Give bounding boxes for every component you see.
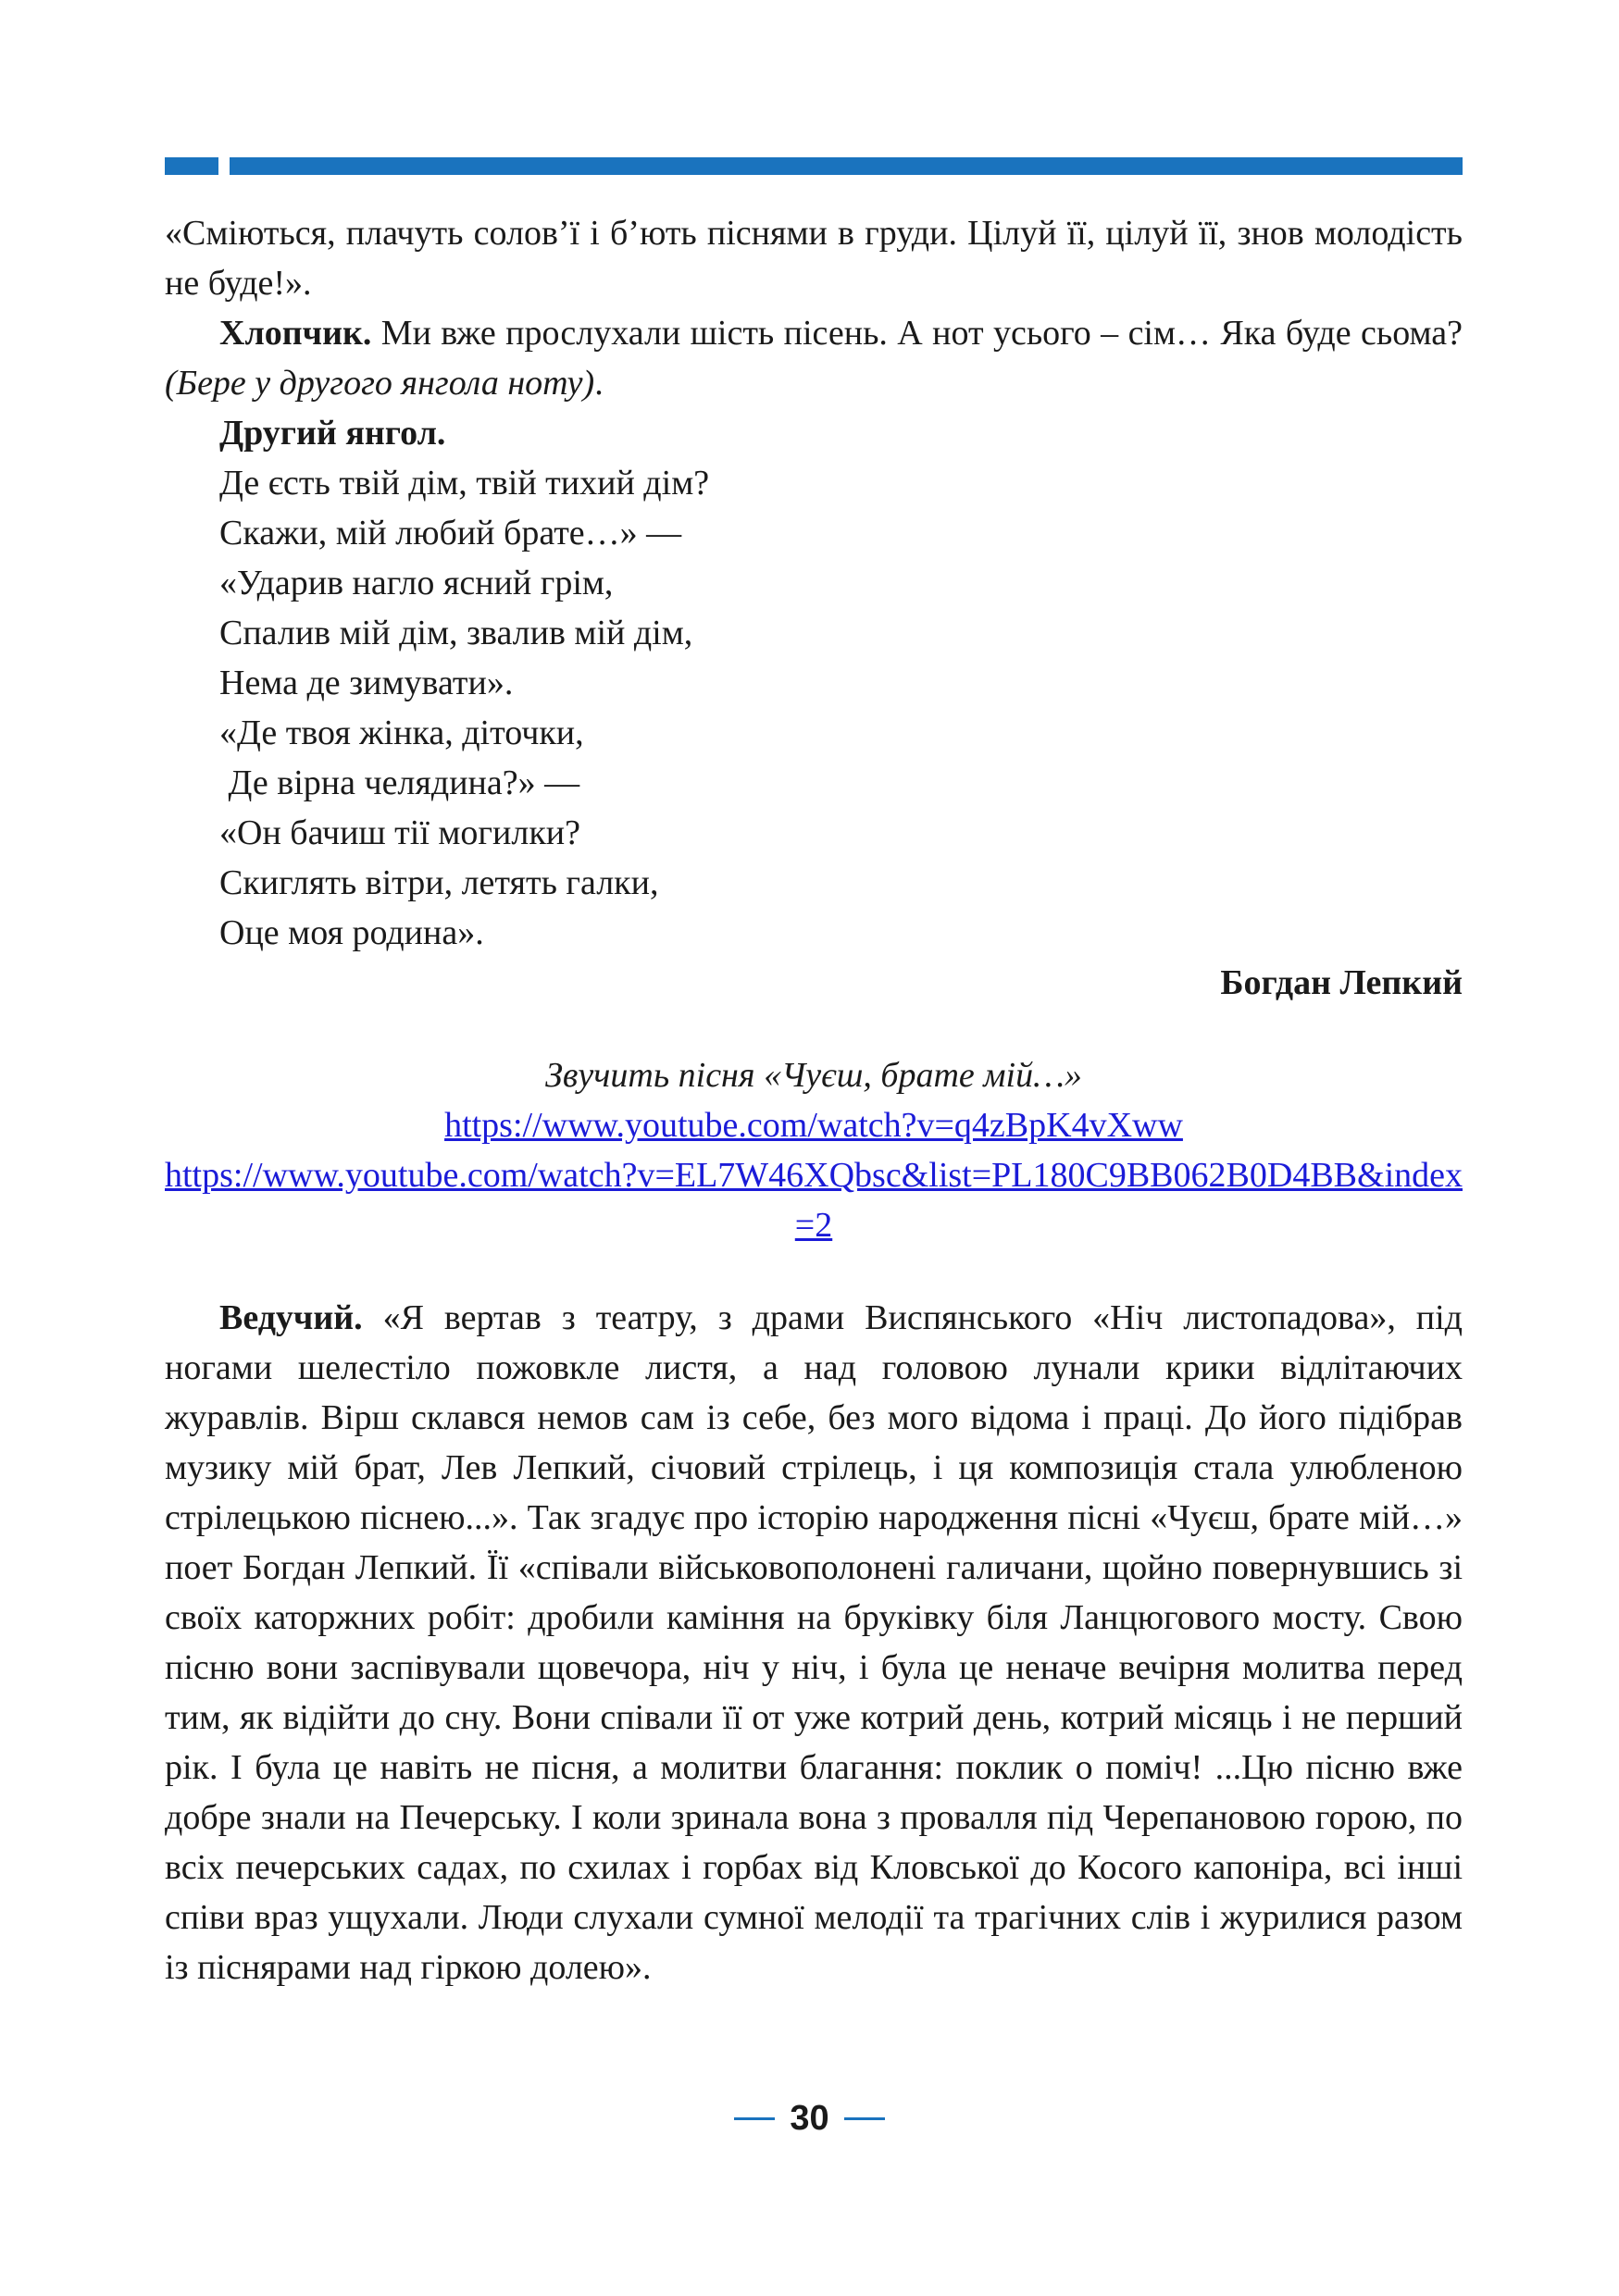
youtube-link-1[interactable]: https://www.youtube.com/watch?v=q4zBpK4vXww <box>444 1106 1183 1145</box>
poem-line: Скиглять вітри, летять галки, <box>219 863 659 902</box>
page-content <box>165 208 1463 1992</box>
quote-intro: «Сміються, плачуть солов’ї і б’ють піснями в груди. Цілуй її, цілуй її, знов молодість не буде!». <box>165 214 1463 303</box>
song-caption: Звучить пісня «Чуєш, брате мій…» <box>545 1056 1082 1095</box>
poem-line: Оце моя родина». <box>219 913 484 952</box>
boy-speaker: Хлопчик. <box>219 314 372 353</box>
poem-line: Нема де зимувати». <box>219 664 514 702</box>
poem-author: Богдан Лепкий <box>1220 963 1463 1002</box>
host-paragraph <box>165 1293 1463 1992</box>
poem-line: «Де твоя жінка, діточки, <box>219 714 584 752</box>
boy-line <box>165 308 1463 408</box>
boy-stage-direction: (Бере у другого янгола ноту) <box>165 364 595 403</box>
boy-text: Ми вже прослухали шість пісень. А нот усього – сім… Яка буде сьома? <box>371 314 1463 353</box>
angel-speaker: Другий янгол. <box>219 414 446 453</box>
boy-end: . <box>594 364 604 403</box>
page-footer <box>0 2099 1619 2139</box>
poem-line: «Ударив нагло ясний грім, <box>219 564 614 602</box>
header-rule-short <box>165 157 218 175</box>
poem-line: «Он бачиш тії могилки? <box>219 813 580 852</box>
song-links <box>165 1050 1463 1250</box>
host-speaker: Ведучий. <box>219 1298 363 1337</box>
poem-line: Де вірна челядина?» — <box>219 763 580 802</box>
poem-line: Спалив мій дім, звалив мій дім, <box>219 614 693 652</box>
host-text: «Я вертав з театру, з драми Виспянського «Ніч листопадова», під ногами шелестіло пожовкле листя, а над головою лунали крики відлітаючих журавлів. Вірш склався немов сам із себе, без мого відома і праці. До його підібрав музику мій брат, Лев Лепкий, січовий стрілець, і ця композиція стала улюбленою стрілецькою піснею...». Так згадує про історію народження пісні «Чуєш, брате мій…» поет Богдан Лепкий. Її «співали військовополонені галичани, щойно повернувшись зі своїх каторжних робіт: дробили каміння на бруківку біля Ланцюгового мосту. Свою пісню вони заспівували щовечора, ніч у ніч, і була це неначе вечірня молитва перед тим, як відійти до сну. Вони співали її от уже котрий день, котрий місяць і не перший рік. І була це навіть не пісня, а молитви благання: поклик о поміч! ...Цю пісню вже добре знали на Печерську. І коли зринала вона з провалля під Черепановою горою, по всіх печерських садах, по схилах і горбах від Кловської до Косого капоніра, всі інші співи враз ущухали. Люди слухали сумної мелодії та трагічних слів і журилися разом із піснярами над гіркою долею». <box>165 1298 1463 1987</box>
footer-dash-right <box>844 2117 885 2120</box>
footer-dash-left <box>734 2117 775 2120</box>
poem-line: Скажи, мій любий брате…» — <box>219 514 682 552</box>
poem <box>219 458 1463 958</box>
poem-line: Де єсть твій дім, твій тихий дім? <box>219 464 710 503</box>
page-number: 30 <box>790 2099 829 2138</box>
youtube-link-2[interactable]: https://www.youtube.com/watch?v=EL7W46XQbsc&list=PL180C9BB062B0D4BB&index=2 <box>165 1156 1463 1245</box>
header-rule-long <box>230 157 1463 175</box>
